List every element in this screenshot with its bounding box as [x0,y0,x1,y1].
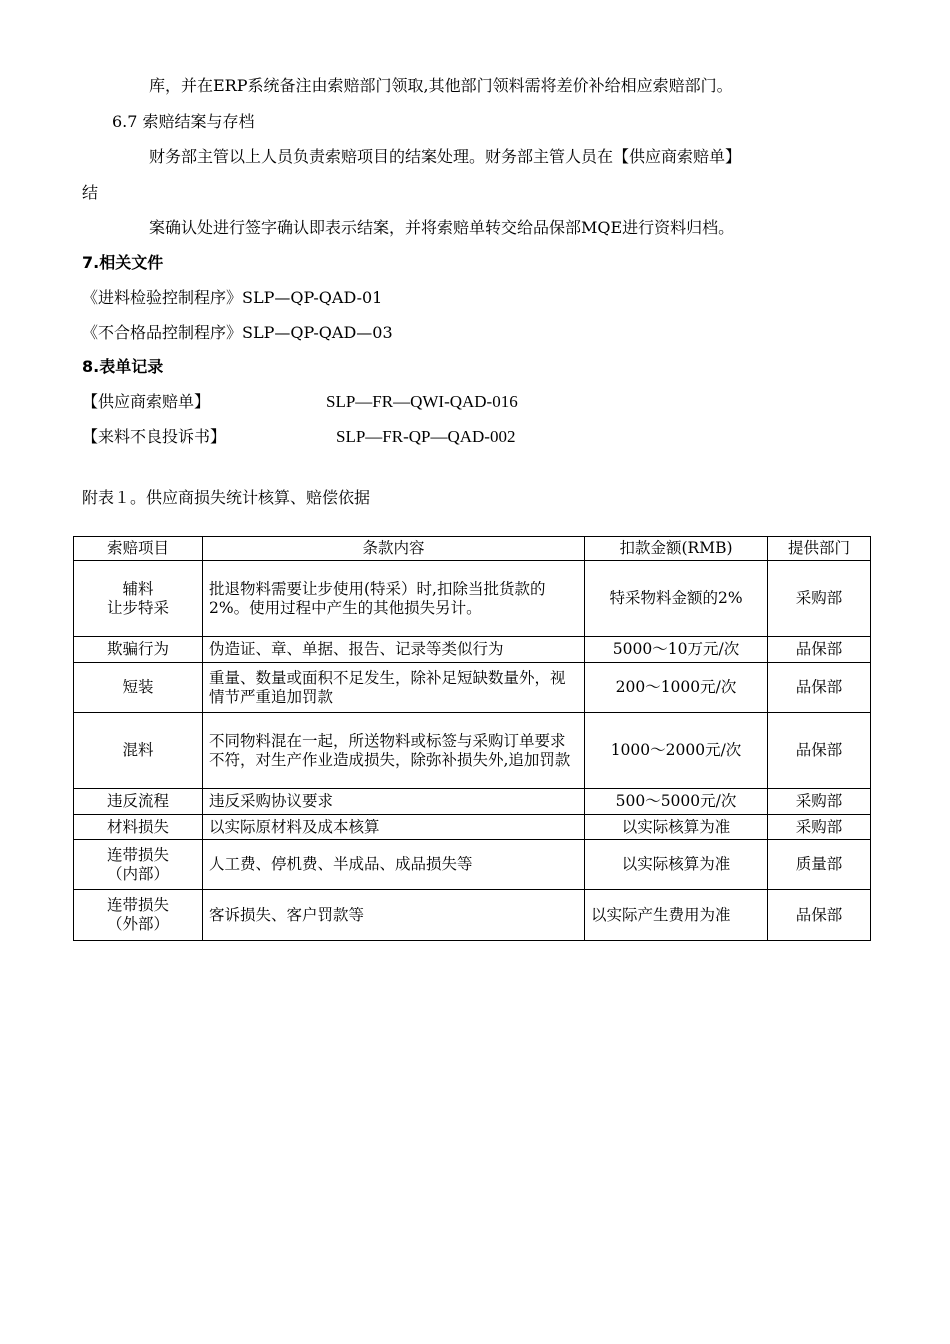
compensation-table [73,536,871,941]
table-row [74,815,871,840]
department-cell: 采购部 [768,789,871,815]
related-doc-1: 《进料检验控制程序》SLP—QP-QAD-01 [82,288,383,307]
deduction-amount-cell: 特采物料金额的2% [585,561,768,637]
deduction-amount-cell: 以实际核算为准 [585,840,768,890]
continued-line: 库，并在ERP系统备注由索赔部门领取,其他部门领料需将差价补给相应索赔部门。 [149,76,733,95]
table-row [74,637,871,663]
section-8-heading: 8.表单记录 [82,357,164,376]
header-claim-item: 索赔项目 [74,537,203,561]
form-record-code-2: SLP—FR-QP—QAD-002 [336,427,516,446]
section-6-7-heading: 6.7 索赔结案与存档 [112,112,255,131]
claim-item-cell: 连带损失 （外部） [74,890,203,941]
clause-content-cell: 不同物料混在一起，所送物料或标签与采购订单要求不符，对生产作业造成损失，除弥补损失外,追加罚款 [203,713,585,789]
table-header-row [74,537,871,561]
header-deduction-amount: 扣款金额(RMB) [585,537,768,561]
department-cell: 采购部 [768,815,871,840]
table-row [74,663,871,713]
table-row [74,789,871,815]
claim-item-cell: 违反流程 [74,789,203,815]
department-cell: 品保部 [768,663,871,713]
claim-item-cell: 短装 [74,663,203,713]
department-cell: 采购部 [768,561,871,637]
clause-content-cell: 人工费、停机费、半成品、成品损失等 [203,840,585,890]
form-record-name-1: 【供应商索赔单】 [82,392,211,411]
form-record-name-2: 【来料不良投诉书】 [82,427,227,446]
section-7-heading: 7.相关文件 [82,253,164,272]
clause-content-cell: 客诉损失、客户罚款等 [203,890,585,941]
department-cell: 品保部 [768,890,871,941]
deduction-amount-cell: 500～5000元/次 [585,789,768,815]
header-department: 提供部门 [768,537,871,561]
claim-item-cell: 欺骗行为 [74,637,203,663]
header-clause-content: 条款内容 [203,537,585,561]
table-row [74,713,871,789]
claim-item-cell: 混料 [74,713,203,789]
claim-item-cell: 辅料 让步特采 [74,561,203,637]
deduction-amount-cell: 以实际核算为准 [585,815,768,840]
clause-content-cell: 伪造证、章、单据、报告、记录等类似行为 [203,637,585,663]
closing-paragraph-line-1: 财务部主管以上人员负责索赔项目的结案处理。财务部主管人员在【供应商索赔单】 [149,147,742,166]
clause-content-cell: 违反采购协议要求 [203,789,585,815]
claim-item-cell: 材料损失 [74,815,203,840]
deduction-amount-cell: 5000～10万元/次 [585,637,768,663]
closing-paragraph-line-2: 结 [82,183,99,202]
claim-item-cell: 连带损失 （内部） [74,840,203,890]
clause-content-cell: 批退物料需要让步使用(特采）时,扣除当批货款的2%。使用过程中产生的其他损失另计。 [203,561,585,637]
table-row [74,890,871,941]
table-row [74,561,871,637]
department-cell: 质量部 [768,840,871,890]
department-cell: 品保部 [768,713,871,789]
related-doc-2: 《不合格品控制程序》SLP—QP-QAD—03 [82,323,393,342]
clause-content-cell: 重量、数量或面积不足发生，除补足短缺数量外，视情节严重追加罚款 [203,663,585,713]
deduction-amount-cell: 1000～2000元/次 [585,713,768,789]
form-record-code-1: SLP—FR—QWI-QAD-016 [326,392,518,411]
closing-paragraph-line-3: 案确认处进行签字确认即表示结案，并将索赔单转交给品保部MQE进行资料归档。 [149,218,735,237]
deduction-amount-cell: 以实际产生费用为准 [585,890,768,941]
department-cell: 品保部 [768,637,871,663]
appendix-title: 附表１。供应商损失统计核算、赔偿依据 [82,488,371,507]
table-row [74,840,871,890]
deduction-amount-cell: 200～1000元/次 [585,663,768,713]
clause-content-cell: 以实际原材料及成本核算 [203,815,585,840]
